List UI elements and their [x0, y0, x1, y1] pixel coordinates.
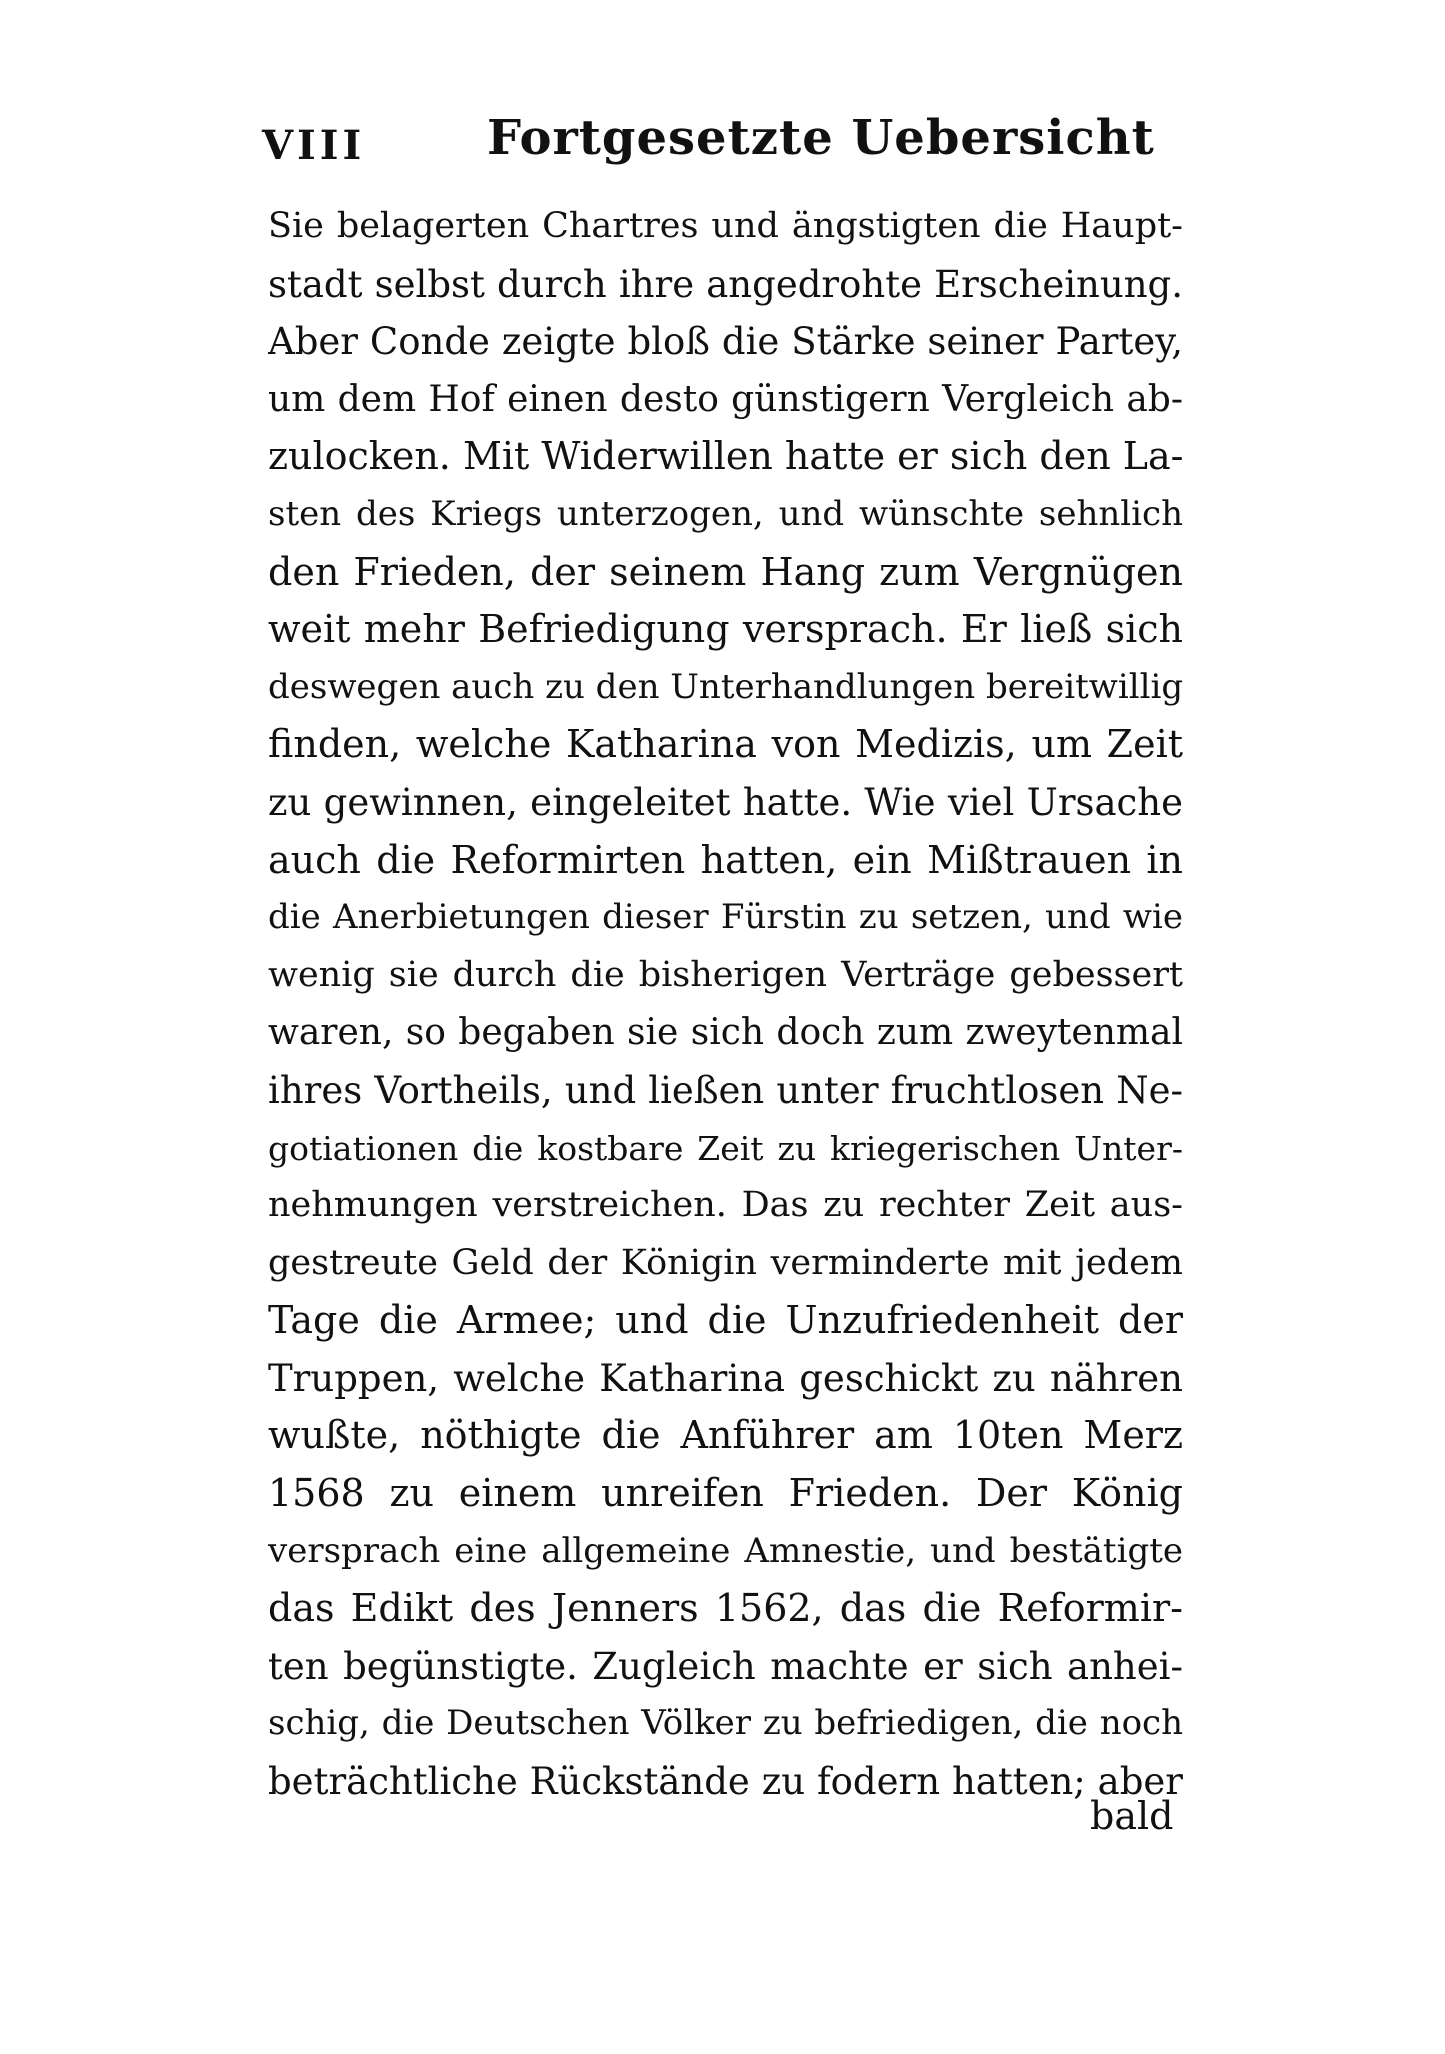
text-line: den Frieden, der seinem Hang zum Vergnügen: [268, 549, 1183, 594]
text-line: stadt selbst durch ihre angedrohte Erscheinung.: [268, 262, 1183, 306]
text-line: sten des Kriegs unterzogen, und wünschte sehnlich: [268, 493, 1183, 534]
text-line: deswegen auch zu den Unterhandlungen bereitwillig: [268, 666, 1183, 707]
text-line: schig, die Deutschen Völker zu befriedigen, die noch: [268, 1703, 1183, 1744]
text-line: wußte, nöthigte die Anführer am 10ten Merz: [268, 1413, 1183, 1458]
text-line: zulocken. Mit Widerwillen hatte er sich den La-: [268, 434, 1183, 479]
text-line: Aber Conde zeigte bloß die Stärke seiner Partey,: [268, 320, 1183, 364]
text-line: waren, so begaben sie sich doch zum zweytenmal: [268, 1012, 1183, 1054]
text-line: 1568 zu einem unreifen Frieden. Der König: [268, 1471, 1183, 1516]
text-line: ten begünstigte. Zugleich machte er sich anhei-: [268, 1644, 1183, 1688]
text-line: Tage die Armee; und die Unzufriedenheit der: [268, 1298, 1183, 1343]
text-line: nehmungen verstreichen. Das zu rechter Zeit aus-: [268, 1185, 1183, 1226]
text-line: zu gewinnen, eingeleitet hatte. Wie viel Ursache: [268, 780, 1183, 824]
text-line: versprach eine allgemeine Amnestie, und bestätigte: [268, 1530, 1183, 1571]
catchword: bald: [1090, 1794, 1174, 1838]
text-line: beträchtliche Rückstände zu fodern hatten; aber: [268, 1760, 1183, 1804]
text-line: um dem Hof einen desto günstigern Vergleich ab-: [268, 378, 1183, 420]
text-line: Sie belagerten Chartres und ängstigten die Haupt-: [268, 206, 1183, 246]
text-line: wenig sie durch die bisherigen Verträge gebessert: [268, 954, 1183, 995]
body-text: [268, 198, 1183, 1811]
text-line: Truppen, welche Katharina geschickt zu nähren: [268, 1356, 1183, 1400]
text-line: weit mehr Befriedigung versprach. Er ließ sich: [268, 607, 1183, 652]
running-head: Fortgesetzte Uebersicht: [487, 110, 1155, 166]
text-line: die Anerbietungen dieser Fürstin zu setzen, und wie: [268, 897, 1183, 938]
text-line: finden, welche Katharina von Medizis, um Zeit: [268, 722, 1183, 767]
text-line: auch die Reformirten hatten, ein Mißtrauen in: [268, 837, 1183, 882]
text-line: gestreute Geld der Königin verminderte mit jedem: [268, 1242, 1183, 1283]
text-line: gotiationen die kostbare Zeit zu kriegerischen Unter-: [268, 1128, 1183, 1168]
text-line: das Edikt des Jenners 1562, das die Reformir-: [268, 1586, 1183, 1631]
page-number: VIII: [262, 122, 366, 169]
page-header: [262, 110, 1182, 180]
text-line: ihres Vortheils, und ließen unter fruchtlosen Ne-: [268, 1068, 1183, 1112]
